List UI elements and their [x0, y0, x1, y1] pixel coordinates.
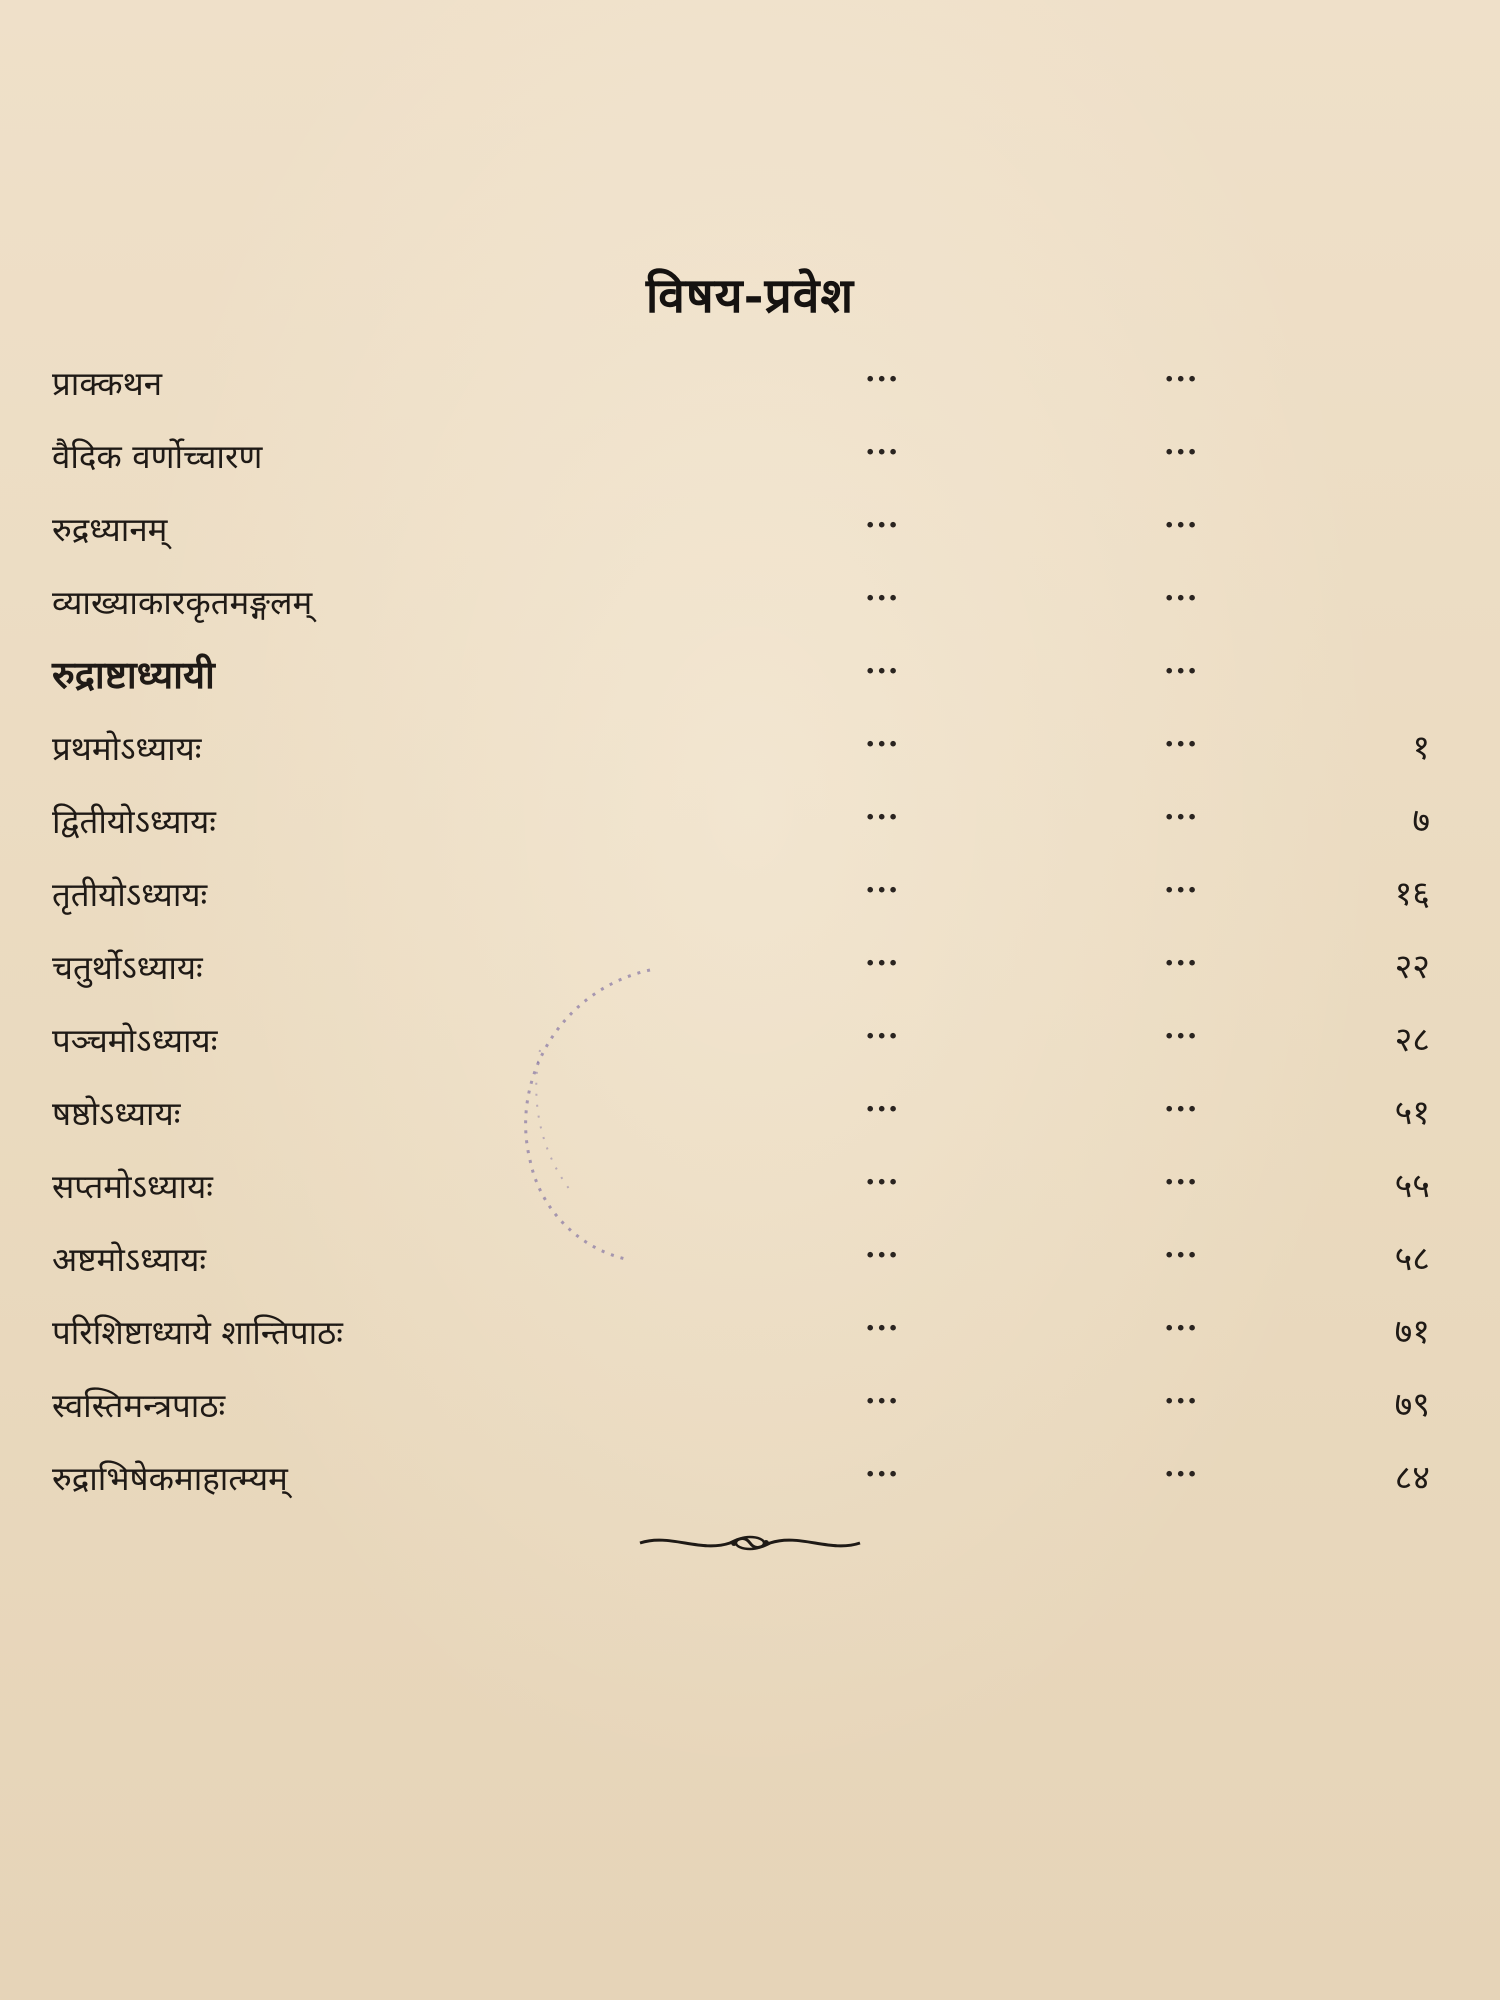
toc-entry — [52, 352, 1472, 425]
toc-leader: ... — [1164, 500, 1199, 535]
toc-entry-title: प्राक्कथन — [52, 364, 163, 403]
toc-entry-page: ५१ — [1394, 1093, 1430, 1133]
toc-leader: ... — [865, 792, 900, 827]
toc-leader: ... — [865, 1157, 900, 1192]
toc-entry — [52, 936, 1472, 1009]
toc-leader: ... — [1164, 938, 1199, 973]
toc-entry — [52, 571, 1472, 644]
toc-entry — [52, 1447, 1472, 1520]
toc-entry-title: अष्टमोऽध्यायः — [52, 1240, 207, 1279]
toc-entry — [52, 425, 1472, 498]
toc-leader: ... — [1164, 573, 1199, 608]
toc-leader: ... — [1164, 354, 1199, 389]
toc-entry-page: २८ — [1394, 1020, 1430, 1060]
toc-entry — [52, 644, 1472, 717]
toc-leader: ... — [865, 500, 900, 535]
toc-entry-title: रुद्रध्यानम् — [52, 510, 168, 549]
toc-leader: ... — [865, 1011, 900, 1046]
faded-stamp-mark — [500, 960, 700, 1280]
toc-entry — [52, 863, 1472, 936]
toc-leader: ... — [865, 1449, 900, 1484]
toc-entry-title: प्रथमोऽध्यायः — [52, 729, 202, 768]
toc-entry-title: द्वितीयोऽध्यायः — [52, 802, 216, 841]
toc-entry-title: सप्तमोऽध्यायः — [52, 1167, 213, 1206]
toc-leader: ... — [865, 1303, 900, 1338]
toc-entry — [52, 790, 1472, 863]
toc-entry-title: स्वस्तिमन्त्रपाठः — [52, 1386, 226, 1425]
toc-entry-title: चतुर्थोऽध्यायः — [52, 948, 203, 987]
ornamental-divider-icon — [630, 1528, 870, 1558]
toc-leader: ... — [865, 1084, 900, 1119]
toc-leader: ... — [865, 1376, 900, 1411]
toc-leader: ... — [1164, 1011, 1199, 1046]
toc-entry-title: वैदिक वर्णोच्चारण — [52, 437, 263, 476]
toc-entry-page: ७१ — [1394, 1312, 1430, 1352]
toc-leader: ... — [1164, 1376, 1199, 1411]
toc-entry-page: ७ — [1412, 801, 1430, 841]
toc-entry-title: षष्ठोऽध्यायः — [52, 1094, 181, 1133]
toc-entry-page: १ — [1412, 728, 1430, 768]
toc-entry-title: रुद्राभिषेकमाहात्म्यम् — [52, 1459, 288, 1498]
toc-entry-title: तृतीयोऽध्यायः — [52, 875, 208, 914]
toc-leader: ... — [865, 865, 900, 900]
toc-entry — [52, 1009, 1472, 1082]
toc-leader: ... — [1164, 1303, 1199, 1338]
toc-leader: ... — [1164, 427, 1199, 462]
toc-leader: ... — [1164, 1084, 1199, 1119]
toc-leader: ... — [865, 354, 900, 389]
toc-entry-page: ५८ — [1394, 1239, 1430, 1279]
toc-entry — [52, 717, 1472, 790]
page-heading: विषय-प्रवेश — [645, 268, 855, 324]
toc-leader: ... — [1164, 719, 1199, 754]
toc-entry — [52, 1155, 1472, 1228]
toc-leader: ... — [865, 938, 900, 973]
toc-leader: ... — [1164, 1230, 1199, 1265]
toc-entry — [52, 1228, 1472, 1301]
toc-leader: ... — [1164, 865, 1199, 900]
toc-leader: ... — [1164, 646, 1199, 681]
toc-entry-title: पञ्चमोऽध्यायः — [52, 1021, 218, 1060]
toc-entry — [52, 1082, 1472, 1155]
toc-leader: ... — [865, 1230, 900, 1265]
toc-entry-page: २२ — [1394, 947, 1430, 987]
toc-leader: ... — [865, 573, 900, 608]
toc-entry-title: व्याख्याकारकृतमङ्गलम् — [52, 583, 313, 622]
table-of-contents — [52, 352, 1472, 1520]
toc-entry-page: १६ — [1394, 874, 1430, 914]
toc-entry-title: रुद्राष्टाध्यायी — [52, 652, 215, 697]
toc-leader: ... — [865, 427, 900, 462]
toc-leader: ... — [1164, 1449, 1199, 1484]
toc-leader: ... — [1164, 792, 1199, 827]
toc-entry-page: ५५ — [1394, 1166, 1430, 1206]
toc-entry — [52, 1301, 1472, 1374]
toc-entry — [52, 1374, 1472, 1447]
toc-leader: ... — [865, 719, 900, 754]
toc-entry — [52, 498, 1472, 571]
toc-leader: ... — [1164, 1157, 1199, 1192]
toc-leader: ... — [865, 646, 900, 681]
toc-entry-page: ७९ — [1394, 1385, 1430, 1425]
toc-entry-title: परिशिष्टाध्याये शान्तिपाठः — [52, 1313, 343, 1352]
toc-entry-page: ८४ — [1394, 1458, 1430, 1498]
